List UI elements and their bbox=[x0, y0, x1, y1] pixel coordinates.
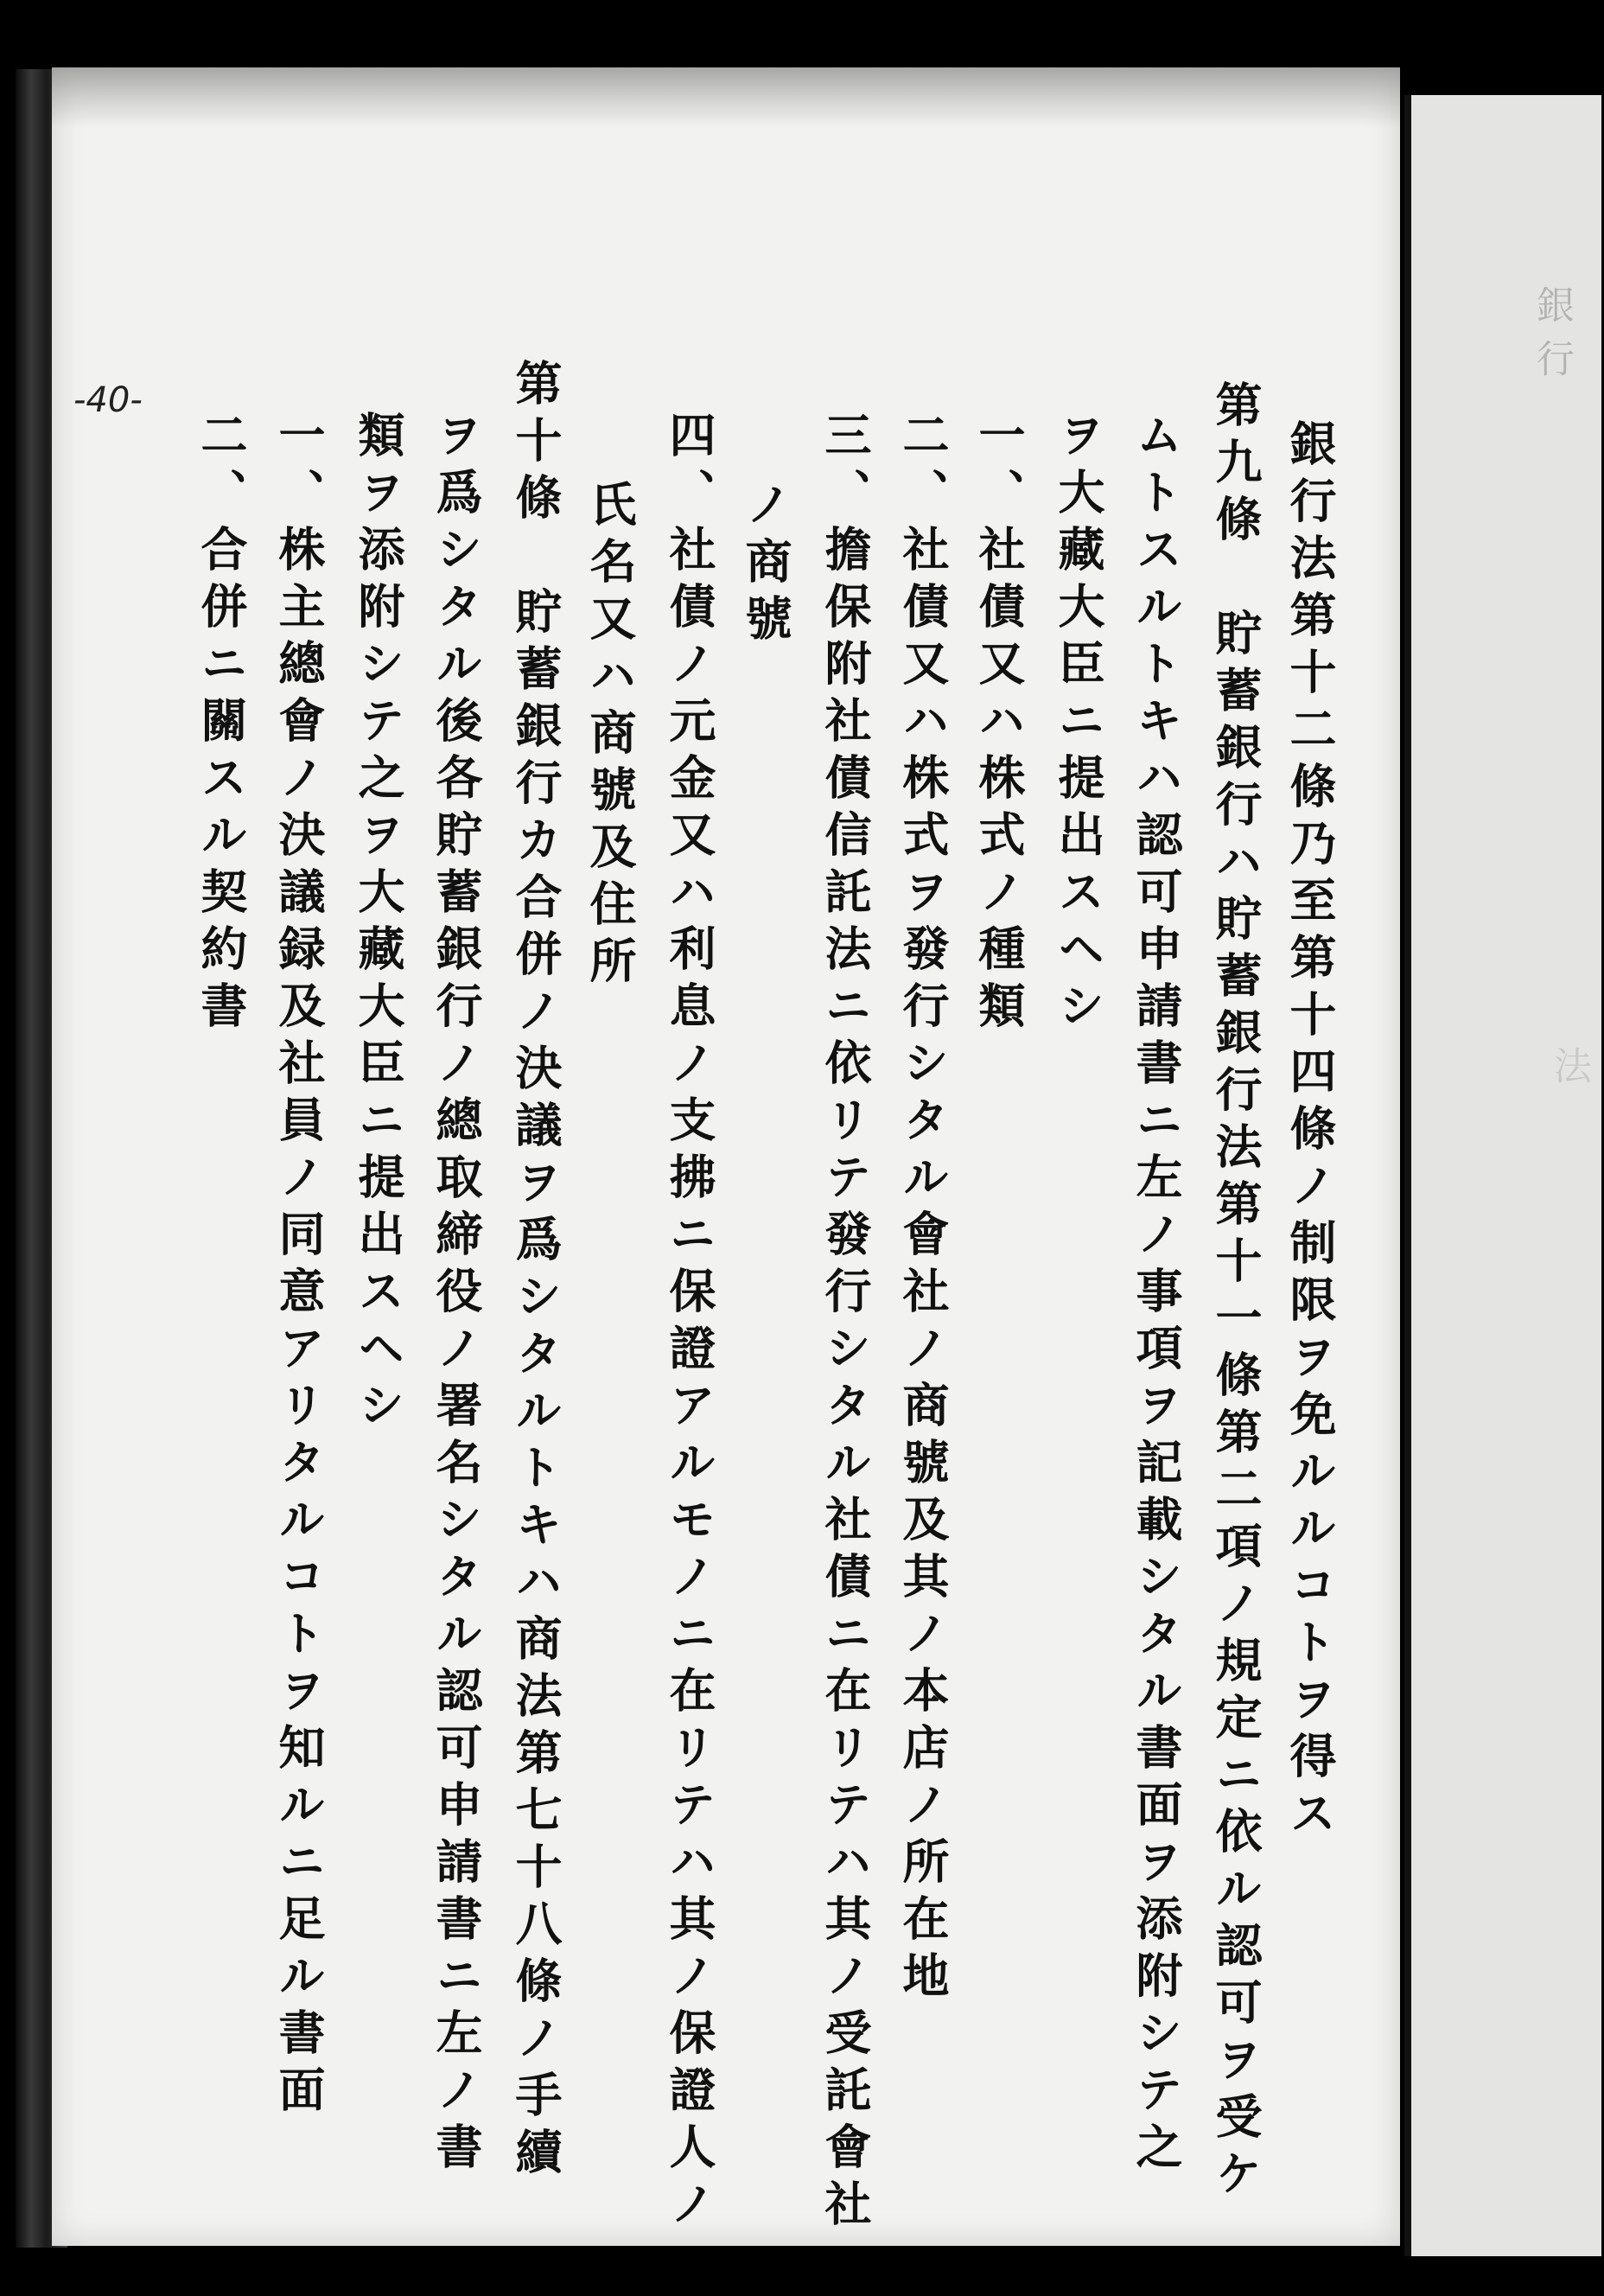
text-column: 氏名又ハ商號及住所 bbox=[582, 480, 638, 993]
adjacent-page-bleed: 法 bbox=[1547, 1046, 1591, 1100]
text-column: 第九條 貯蓄銀行ハ貯蓄銀行法第十一條第二項ノ規定ニ依ル認可ヲ受ケ bbox=[1208, 380, 1263, 2206]
page-number: -40- bbox=[73, 380, 143, 420]
text-column: ムトスルトキハ認可申請書ニ左ノ事項ヲ記載シタル書面ヲ添附シテ之 bbox=[1129, 411, 1184, 2179]
text-column: 三、擔保附社債信託法ニ依リテ發行シタル社債ニ在リテハ其ノ受託會社 bbox=[818, 411, 873, 2236]
adjacent-page bbox=[1404, 95, 1601, 2256]
text-column: ヲ爲シタル後各貯蓄銀行ノ總取締役ノ署名シタル認可申請書ニ左ノ書 bbox=[429, 411, 484, 2179]
text-column: 二、合併ニ關スル契約書 bbox=[194, 411, 249, 1038]
text-column: ノ商號 bbox=[738, 480, 793, 651]
text-column: 類ヲ添附シテ之ヲ大藏大臣ニ提出スヘシ bbox=[351, 411, 406, 1438]
text-column: 一、株主總會ノ決議録及社員ノ同意アリタルコトヲ知ルニ足ル書面 bbox=[271, 411, 327, 2122]
text-column: 四、社債ノ元金又ハ利息ノ支拂ニ保證アルモノニ在リテハ其ノ保證人ノ bbox=[662, 411, 717, 2236]
page-shadow bbox=[52, 67, 1400, 128]
text-column: 銀行法第十二條乃至第十四條ノ制限ヲ免ルルコトヲ得ス bbox=[1283, 419, 1338, 1846]
text-column: 一、社債又ハ株式ノ種類 bbox=[971, 411, 1027, 1038]
text-column: 第十條 貯蓄銀行カ合併ノ決議ヲ爲シタルトキハ商法第七十八條ノ手續 bbox=[508, 359, 563, 2184]
text-column: ヲ大藏大臣ニ提出スヘシ bbox=[1051, 411, 1106, 1038]
adjacent-page-bleed: 銀行 bbox=[1530, 285, 1574, 392]
document-page bbox=[52, 67, 1400, 2246]
text-column: 二、社債又ハ株式ヲ發行シタル會社ノ商號及其ノ本店ノ所在地 bbox=[895, 411, 951, 2008]
